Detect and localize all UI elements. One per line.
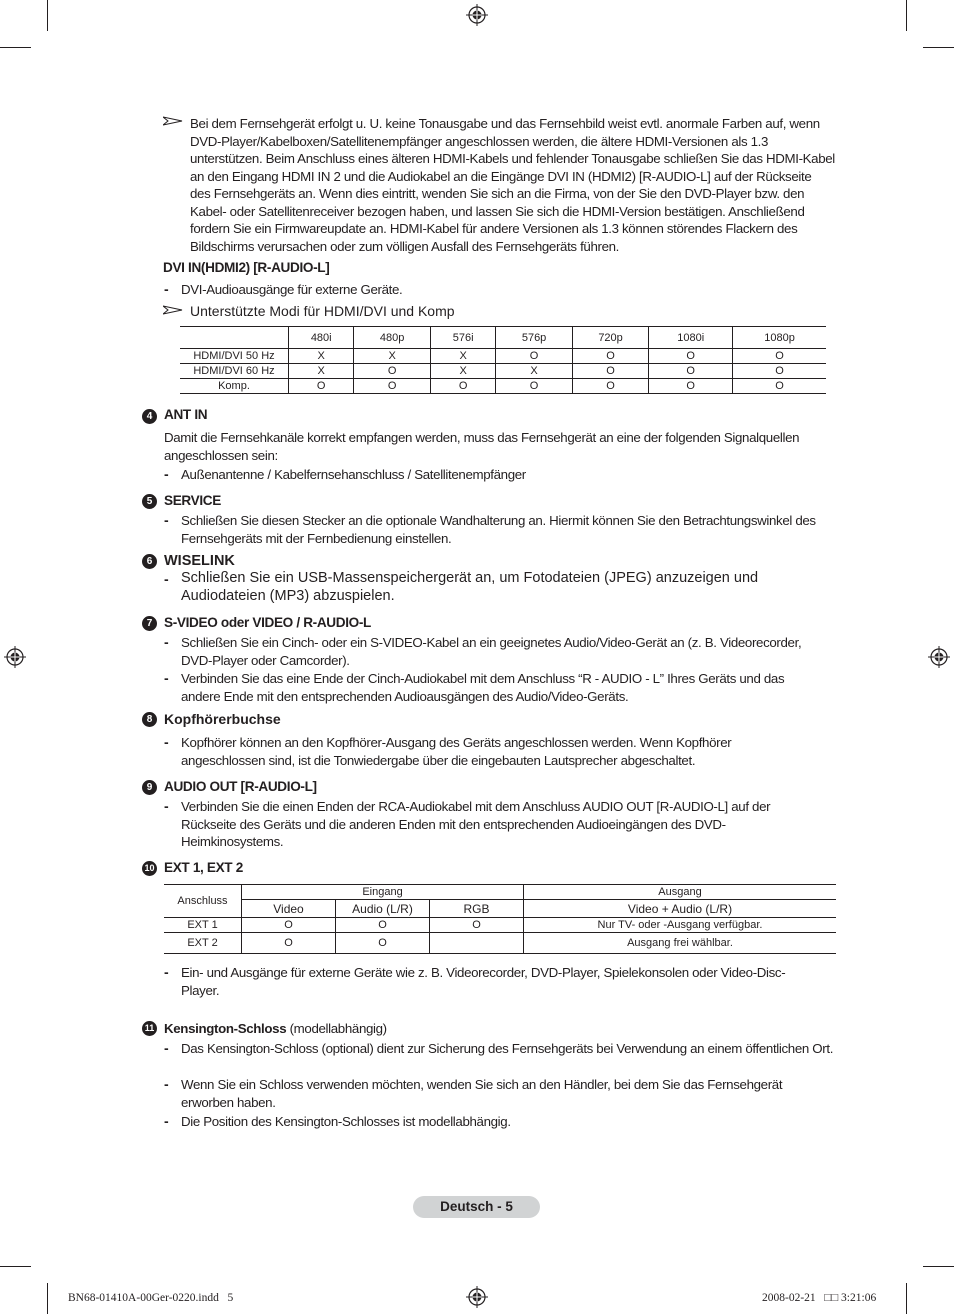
registration-mark-icon (466, 1286, 488, 1308)
bullet-dash: - (164, 670, 169, 686)
section-heading-kopfhoerer: Kopfhörerbuchse (164, 711, 281, 727)
bullet-dash: - (164, 964, 169, 980)
table-cell: O (496, 349, 572, 364)
table-cell: O (336, 918, 430, 933)
bullet-dash: - (164, 571, 169, 587)
column-header: Ausgang (524, 885, 837, 900)
table-cell: O (242, 933, 336, 954)
kensington-title: Kensington-Schloss (164, 1021, 287, 1036)
section-heading-ext: EXT 1, EXT 2 (164, 860, 243, 875)
note-hdmi-compatibility: Bei dem Fernsehgerät erfolgt u. U. keine Tonausgabe und das Fernsehbild weist evtl. anormale Farben auf, wenn DVD-Player/Kabelboxen/Satellitenempfänger angeschlossen werden, die ältere HDMI-Versionen als 1.3 unterstützen. Beim Anschluss eines älteren HDMI-Kabels und fehlender Tonausgabe schließen Sie das HDMI-Kabel an den Eingang HDMI IN 2 und die Audiokabel an die Eingänge DVI IN (HDMI2) [R-AUDIO-L] auf der Rückseite des Fernsehgeräts an. Wenn dies eintritt, wenden Sie sich an die Firma, von der Sie den DVD-Player bzw. den Kabel- oder Satellitenreceiver bezogen haben, und lassen Sie sich die HDMI-Version bestätigen. Anschließend fordern Sie ein Firmwareupdate an. HDMI-Kabel für andere Versionen als 1.3 können störendes Flackern des Bildschirms verursachen oder zum völligen Ausfall des Fernsehgeräts führen. (190, 116, 835, 254)
crop-mark (47, 0, 48, 31)
table-cell: O (649, 349, 733, 364)
kensington-bullet-1: Das Kensington-Schloss (optional) dient zur Sicherung des Fernsehgeräts bei Verwendung an einem öffentlichen Ort. (181, 1041, 834, 1056)
table-cell: O (289, 379, 354, 394)
table-cell: X (289, 349, 354, 364)
table-cell: Nur TV- oder -Ausgang verfügbar. (524, 918, 837, 933)
wiselink-bullet: Schließen Sie ein USB-Massenspeichergerät an, um Fotodateien (JPEG) anzuzeigen und Audiodateien (MP3) abzuspielen. (181, 570, 759, 604)
section-number-badge: 4 (142, 409, 157, 424)
table-row (180, 349, 826, 364)
column-header: 480p (354, 327, 430, 349)
table-cell: O (733, 364, 826, 379)
registration-mark-icon (4, 646, 26, 668)
row-label: EXT 2 (187, 937, 218, 949)
table-cell: O (572, 349, 648, 364)
column-header: Video (242, 900, 336, 918)
kopfhoerer-bullet: Kopfhörer können an den Kopfhörer-Ausgang des Geräts angeschlossen werden. Wenn Kopfhörer angeschlossen sind, ist die Tonwiedergabe über die eingebauten Lautsprecher abgeschaltet. (181, 735, 732, 768)
ant-in-bullet: Außenantenne / Kabelfernsehanschluss / Satellitenempfänger (181, 467, 526, 482)
crop-mark (0, 1266, 31, 1267)
section-heading-s-video: S-VIDEO oder VIDEO / R-AUDIO-L (164, 615, 372, 630)
table-cell: O (733, 349, 826, 364)
table-cell: O (336, 933, 430, 954)
table-cell (430, 933, 524, 954)
dvi-heading: DVI IN(HDMI2) [R-AUDIO-L] (163, 260, 330, 275)
page-number-label: Deutsch - 5 (413, 1196, 540, 1218)
column-header: Audio (L/R) (336, 900, 430, 918)
table-row (164, 918, 836, 933)
table-corner (180, 327, 289, 349)
kensington-bullet-2: Wenn Sie ein Schloss verwenden möchten, wenden Sie sich an den Händler, bei dem Sie das Fernsehgerät erworben haben. (181, 1077, 783, 1110)
column-header: Eingang (242, 885, 524, 900)
crop-mark (923, 47, 954, 48)
supported-modes-note: Unterstützte Modi für HDMI/DVI und Komp (190, 303, 455, 319)
kensington-bullet-3: Die Position des Kensington-Schlosses ist modellabhängig. (181, 1114, 511, 1129)
crop-mark (906, 1283, 907, 1314)
bullet-dash: - (164, 512, 169, 528)
s-video-bullet-2: Verbinden Sie das eine Ende der Cinch-Audiokabel mit dem Anschluss “R - AUDIO - L” Ihres Geräts und das andere Ende mit den entsprechenden Audioausgängen des Audio/Video-Geräts. (181, 671, 785, 704)
table-row (180, 364, 826, 379)
service-bullet: Schließen Sie diesen Stecker an die optionale Wandhalterung an. Hiermit können Sie den Betrachtungswinkel des Fernsehgeräts mit der Fernbedienung einstellen. (181, 513, 816, 546)
dvi-bullet: DVI-Audioausgänge für externe Geräte. (181, 282, 403, 297)
print-slug-date: 2008-02-21 □□ 3:21:06 (762, 1292, 877, 1304)
table-cell: O (572, 364, 648, 379)
table-cell: X (430, 364, 495, 379)
note-arrow-icon (163, 305, 183, 315)
section-number-badge: 8 (142, 712, 157, 727)
bullet-dash: - (164, 466, 169, 482)
column-header: RGB (430, 900, 524, 918)
table-cell: X (354, 349, 430, 364)
bullet-dash: - (164, 1040, 169, 1056)
column-header: 480i (289, 327, 354, 349)
crop-mark (923, 1266, 954, 1267)
bullet-dash: - (164, 1113, 169, 1129)
section-number-badge: 9 (142, 780, 157, 795)
table-cell: O (496, 379, 572, 394)
table-cell: O (430, 918, 524, 933)
section-heading-kensington (164, 1020, 387, 1038)
registration-mark-icon (928, 646, 950, 668)
table-row (164, 933, 836, 954)
bullet-dash: - (164, 634, 169, 650)
table-cell: Ausgang frei wählbar. (524, 933, 837, 954)
section-number-badge: 10 (142, 861, 157, 876)
table-row (180, 379, 826, 394)
table-cell: O (733, 379, 826, 394)
bullet-dash: - (164, 734, 169, 750)
table-cell: X (289, 364, 354, 379)
table-cell: O (354, 364, 430, 379)
row-label: HDMI/DVI 50 Hz (193, 350, 275, 362)
section-heading-wiselink: WISELINK (164, 553, 235, 569)
table-cell: X (430, 349, 495, 364)
table-cell: O (572, 379, 648, 394)
crop-mark (0, 47, 31, 48)
section-heading-ant-in: ANT IN (164, 407, 208, 422)
ext-bullet: Ein- und Ausgänge für externe Geräte wie z. B. Videorecorder, DVD-Player, Spielekonsolen oder Video-Disc-Player. (181, 965, 786, 998)
table-cell: O (430, 379, 495, 394)
bullet-dash: - (164, 1076, 169, 1092)
s-video-bullet-1: Schließen Sie ein Cinch- oder ein S-VIDEO-Kabel an ein geeignetes Audio/Video-Gerät an (z. B. Videorecorder, DVD-Player oder Camcorder). (181, 635, 802, 668)
kensington-suffix: (modellabhängig) (289, 1021, 387, 1036)
audio-out-bullet: Verbinden Sie die einen Enden der RCA-Audiokabel mit dem Anschluss AUDIO OUT [R-AUDIO-L] auf der Rückseite des Geräts und die anderen Enden mit den entsprechenden Audioeingängen des DVD-Heimkinosystems. (181, 799, 771, 849)
column-header: 1080p (733, 327, 826, 349)
row-label: Komp. (218, 380, 250, 392)
table-cell: O (649, 379, 733, 394)
section-heading-audio-out: AUDIO OUT [R-AUDIO-L] (164, 779, 317, 794)
crop-mark (47, 1283, 48, 1314)
ext-connection-table (164, 884, 836, 954)
registration-mark-icon (466, 4, 488, 26)
section-number-badge: 11 (142, 1021, 157, 1036)
column-header: 576p (496, 327, 572, 349)
table-cell: O (242, 918, 336, 933)
note-arrow-icon (163, 116, 183, 126)
section-number-badge: 5 (142, 494, 157, 509)
section-number-badge: 7 (142, 616, 157, 631)
table-cell: O (354, 379, 430, 394)
section-heading-service: SERVICE (164, 493, 221, 508)
bullet-dash: - (164, 798, 169, 814)
print-slug-file: BN68-01410A-00Ger-0220.indd 5 (68, 1292, 234, 1304)
row-label: HDMI/DVI 60 Hz (193, 365, 275, 377)
column-header: Anschluss (164, 885, 242, 918)
column-header: 720p (572, 327, 648, 349)
section-number-badge: 6 (142, 554, 157, 569)
column-header: Video + Audio (L/R) (524, 900, 837, 918)
crop-mark (906, 0, 907, 31)
row-label: EXT 1 (164, 918, 242, 933)
table-cell: O (649, 364, 733, 379)
column-header: 576i (430, 327, 495, 349)
ant-in-text: Damit die Fernsehkanäle korrekt empfangen werden, muss das Fernsehgerät an eine der folgenden Signalquellen angeschlossen sein: (164, 430, 800, 463)
supported-modes-table (180, 326, 826, 394)
table-cell: X (496, 364, 572, 379)
bullet-dash: - (164, 281, 169, 297)
column-header: 1080i (649, 327, 733, 349)
